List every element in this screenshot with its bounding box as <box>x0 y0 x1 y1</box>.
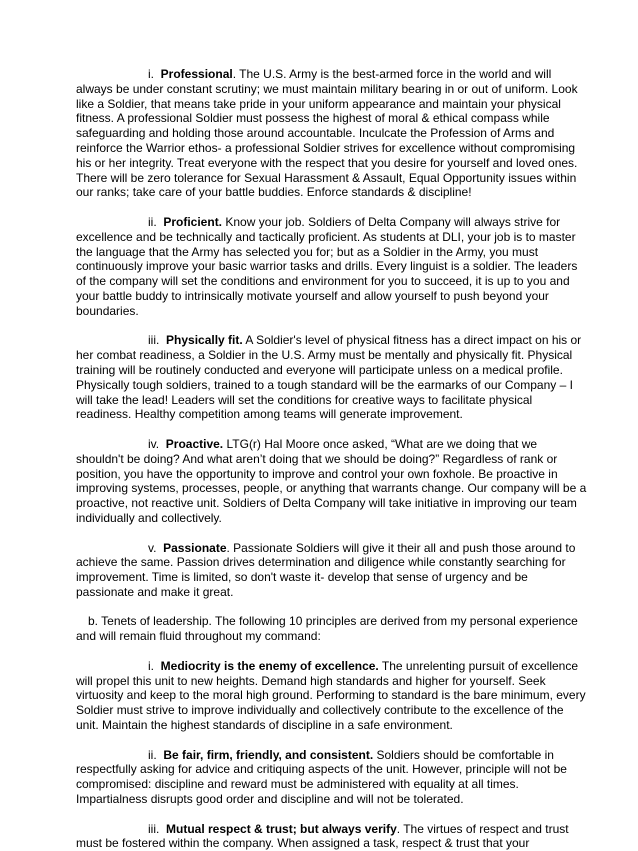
item-heading: Proficient. <box>163 214 223 229</box>
section-marker: b. <box>88 614 99 629</box>
tenet-fair-firm <box>76 748 588 807</box>
item-heading: Be fair, firm, friendly, and consistent. <box>163 747 374 762</box>
item-heading: Mediocrity is the enemy of excellence. <box>160 658 379 673</box>
tenet-mediocrity <box>76 659 588 733</box>
item-heading: Professional <box>160 67 233 81</box>
item-text: . The virtues of respect and trust must be fostered within the company. When assigned a task, respect & trust that your <box>76 821 569 851</box>
item-text: Soldiers should be comfortable in respectfully asking for advice and critiquing aspects of the unit. However, principle will not be compromised: discipline and reward must be administered with equality at all times. Impartialness disrupts good order and discipline and will not be tolerated. <box>76 747 567 807</box>
item-marker: v. <box>148 540 157 555</box>
item-marker: i. <box>148 658 154 673</box>
item-text: A Soldier's level of physical fitness has a direct impact on his or her combat readiness, a Soldier in the U.S. Army must be mentally and physically fit. Physical training will be routinely conducted and everyone will participate unless on a medical profile. Physically tough soldiers, trained to a tough standard will be the earmarks of our Company – I will take the lead! Leaders will set the conditions for creative ways to facilitate physical readiness. Healthy competition among teams will generate improvement. <box>76 333 582 422</box>
item-heading: Passionate <box>163 540 227 555</box>
item-marker: ii. <box>148 214 157 229</box>
paragraph-proactive <box>76 437 588 526</box>
item-heading: Mutual respect & trust; but always verify <box>166 821 397 836</box>
item-marker: iii. <box>148 821 160 836</box>
item-heading: Physically fit. <box>166 333 243 348</box>
item-text: The unrelenting pursuit of excellence will propel this unit to new heights. Demand high standards and higher for yourself. Seek virtuosity and keep to the moral high ground. Performing to standard is the bare minimum, every Soldier must strive to improve individually and collectively contribute to the excellence of the unit. Maintain the highest standards of discipline in a safe environment. <box>76 658 586 733</box>
item-heading: Proactive. <box>165 436 224 451</box>
paragraph-proficient <box>76 215 588 319</box>
item-marker: iv. <box>148 436 160 451</box>
paragraph-physically-fit <box>76 333 588 422</box>
paragraph-professional <box>76 67 588 200</box>
section-b-tenets <box>76 614 588 644</box>
section-text: Tenets of leadership. The following 10 principles are derived from my personal experience and will remain fluid throughout my command: <box>76 614 578 644</box>
item-marker: ii. <box>148 747 157 762</box>
item-text: . The U.S. Army is the best-armed force in the world and will always be under constant scrutiny; we must maintain military bearing in or out of uniform. Look like a Soldier, that means take pride in your uniform appearance and maintain your physical fitness. A professional Soldier must possess the highest of moral & ethical compass while safeguarding and holding those around accountable. Inculcate the Profession of Arms and reinforce the Warrior ethos- a professional Soldier strives for excellence without compromising his or her integrity. Treat everyone with the respect that you desire for yourself and loved ones. There will be zero tolerance for Sexual Harassment & Assault, Equal Opportunity issues within our ranks; take care of your battle buddies. Enforce standards & discipline! <box>76 67 578 200</box>
item-text: Know your job. Soldiers of Delta Company will always strive for excellence and be technically and tactically proficient. As students at DLI, your job is to master the language that the Army has selected you for; but as a Soldier in the Army, you must continuously improve your basic warrior tasks and drills. Every linguist is a soldier. The leaders of the company will set the conditions and environment for you to succeed, it is up to you and your battle buddy to intrinsically motivate yourself and allow yourself to push beyond your boundaries. <box>76 214 578 318</box>
item-text: LTG(r) Hal Moore once asked, “What are we doing that we shouldn't be doing? And what aren’t doing that we should be doing?” Regardless of rank or position, you have the opportunity to improve and control your own foxhole. Be proactive in improving systems, processes, people, or anything that warrants change. Our company will be a proactive, not reactive unit. Soldiers of Delta Company will take initiative in improving our team individually and collectively. <box>76 436 587 525</box>
paragraph-passionate <box>76 541 588 600</box>
tenet-mutual-respect <box>76 822 588 851</box>
item-marker: i. <box>148 67 154 81</box>
item-text: . Passionate Soldiers will give it their all and push those around to achieve the same. Passion drives determination and diligence while constantly searching for improvement. Time is limited, so don't waste it- develop that sense of urgency and be passionate and make it great. <box>76 540 576 599</box>
item-marker: iii. <box>148 333 160 348</box>
